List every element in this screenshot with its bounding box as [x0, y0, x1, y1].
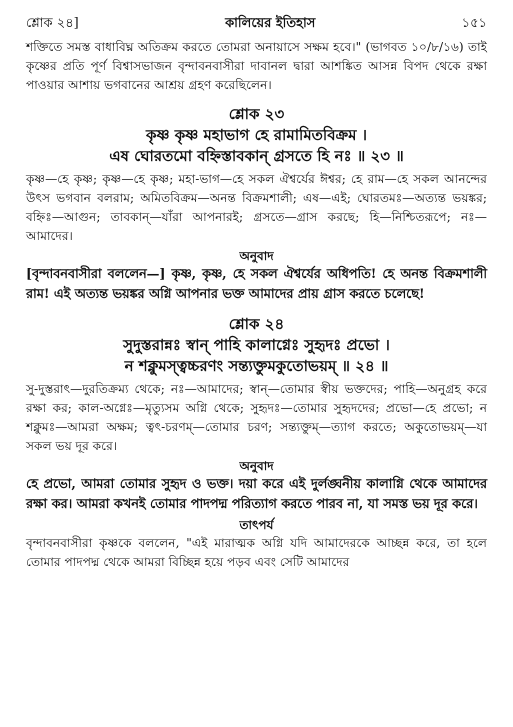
verse-24-translation-heading: অনুবাদ	[239, 459, 274, 473]
verse-reference: শ্লোক ২৪]	[26, 16, 79, 31]
verse-24-line-1: সুদুস্তরান্নঃ স্বান্ পাহি কালাগ্নেঃ সুহৃদঃ প্রভো ।	[123, 336, 390, 354]
verse-24-purport-heading: তাৎপর্য	[239, 518, 274, 532]
running-header	[26, 14, 487, 34]
chapter-title: কালিয়ের ইতিহাস	[225, 16, 316, 31]
page-number: ১৫১	[461, 16, 487, 31]
verse-23-title: শ্লোক ২৩	[228, 105, 285, 123]
verse-23-translation: [বৃন্দাবনবাসীরা বললেন—] কৃষ্ণ, কৃষ্ণ, হে সকল ঐশ্বর্যের অধিপতি! হে অনন্ত বিক্রমশালী রাম! এই অত্যন্ত ভয়ঙ্কর অগ্নি আপনার ভক্ত আমাদের প্রায় গ্রাস করতে চলেছে!	[26, 267, 487, 302]
verse-24-title: শ্লোক ২৪	[228, 315, 285, 333]
verse-24-translation: হে প্রভো, আমরা তোমার সুহৃদ ও ভক্ত। দয়া করে এই দুর্লঙ্ঘনীয় কালাগ্নি থেকে আমাদের রক্ষা কর। আমরা কখনই তোমার পাদপদ্ম পরিত্যাগ করতে পারব না, যা সমস্ত ভয় দূর করে।	[26, 477, 487, 512]
verse-23-line-2: এষ ঘোরতমো বহ্নিস্তাবকান্ গ্রসতে হি নঃ ॥ ২৩ ॥	[109, 147, 404, 165]
verse-23-line-1: কৃষ্ণ কৃষ্ণ মহাভাগ হে রামামিতবিক্রম ।	[145, 126, 368, 144]
verse-24-line-2: ন শক্নুমস্ত্বচ্চরণং সন্ত্যক্তুমকুতোভয়ম্ ॥ ২৪ ॥	[124, 357, 389, 375]
verse-23-synonyms: কৃষ্ণ—হে কৃষ্ণ; কৃষ্ণ—হে কৃষ্ণ; মহা-ভাগ—হে সকল ঐশ্বর্যের ঈশ্বর; হে রাম—হে সকল আনন্দের উৎস ভগবান বলরাম; অমিতবিক্রম—অনন্ত বিক্রমশালী; এষ—এই; ঘোরতমঃ—অত্যন্ত ভয়ঙ্কর; বহ্নিঃ—আগুন; তাবকান্—যাঁরা আপনারই; গ্রসতে—গ্রাস করছে; হি—নিশ্চিতরূপে; নঃ—আমাদের।	[26, 172, 487, 243]
intro-paragraph: শক্তিতে সমস্ত বাধাবিঘ্ন অতিক্রম করতে তোমরা অনায়াসে সক্ষম হবে।" (ভাগবত ১০/৮/১৬) তাই কৃষ্ণের প্রতি পূর্ণ বিশ্বাসভাজন বৃন্দাবনবাসীরা দাবানল দ্বারা আশঙ্কিত আসন্ন বিপদ থেকে রক্ষা পাওয়ার আশায় ভগবানের আশ্রয় গ্রহণ করেছিলেন।	[26, 40, 487, 92]
verse-24-purport: বৃন্দাবনবাসীরা কৃষ্ণকে বললেন, "এই মারাত্মক অগ্নি যদি আমাদেরকে আচ্ছন্ন করে, তা হলে তোমার পাদপদ্ম থেকে আমরা বিচ্ছিন্ন হয়ে পড়ব এবং সেটি আমাদের	[26, 536, 487, 569]
verse-24-synonyms: সু-দুস্তরাৎ—দুরতিক্রম্য থেকে; নঃ—আমাদের; স্বান্—তোমার স্বীয় ভক্তদের; পাহি—অনুগ্রহ করে রক্ষা কর; কাল-অগ্নেঃ—মৃত্যুসম অগ্নি থেকে; সুহৃদঃ—তোমার সুহৃদদের; প্রভো—হে প্রভো; ন শক্নুমঃ—আমরা অক্ষম; ত্বৎ-চরণম্—তোমার চরণ; সন্ত্যক্তুম্—ত্যাগ করতে; অকুতোভয়ম্—যা সকল ভয় দূর করে।	[26, 382, 487, 453]
verse-23-translation-heading: অনুবাদ	[239, 249, 274, 263]
